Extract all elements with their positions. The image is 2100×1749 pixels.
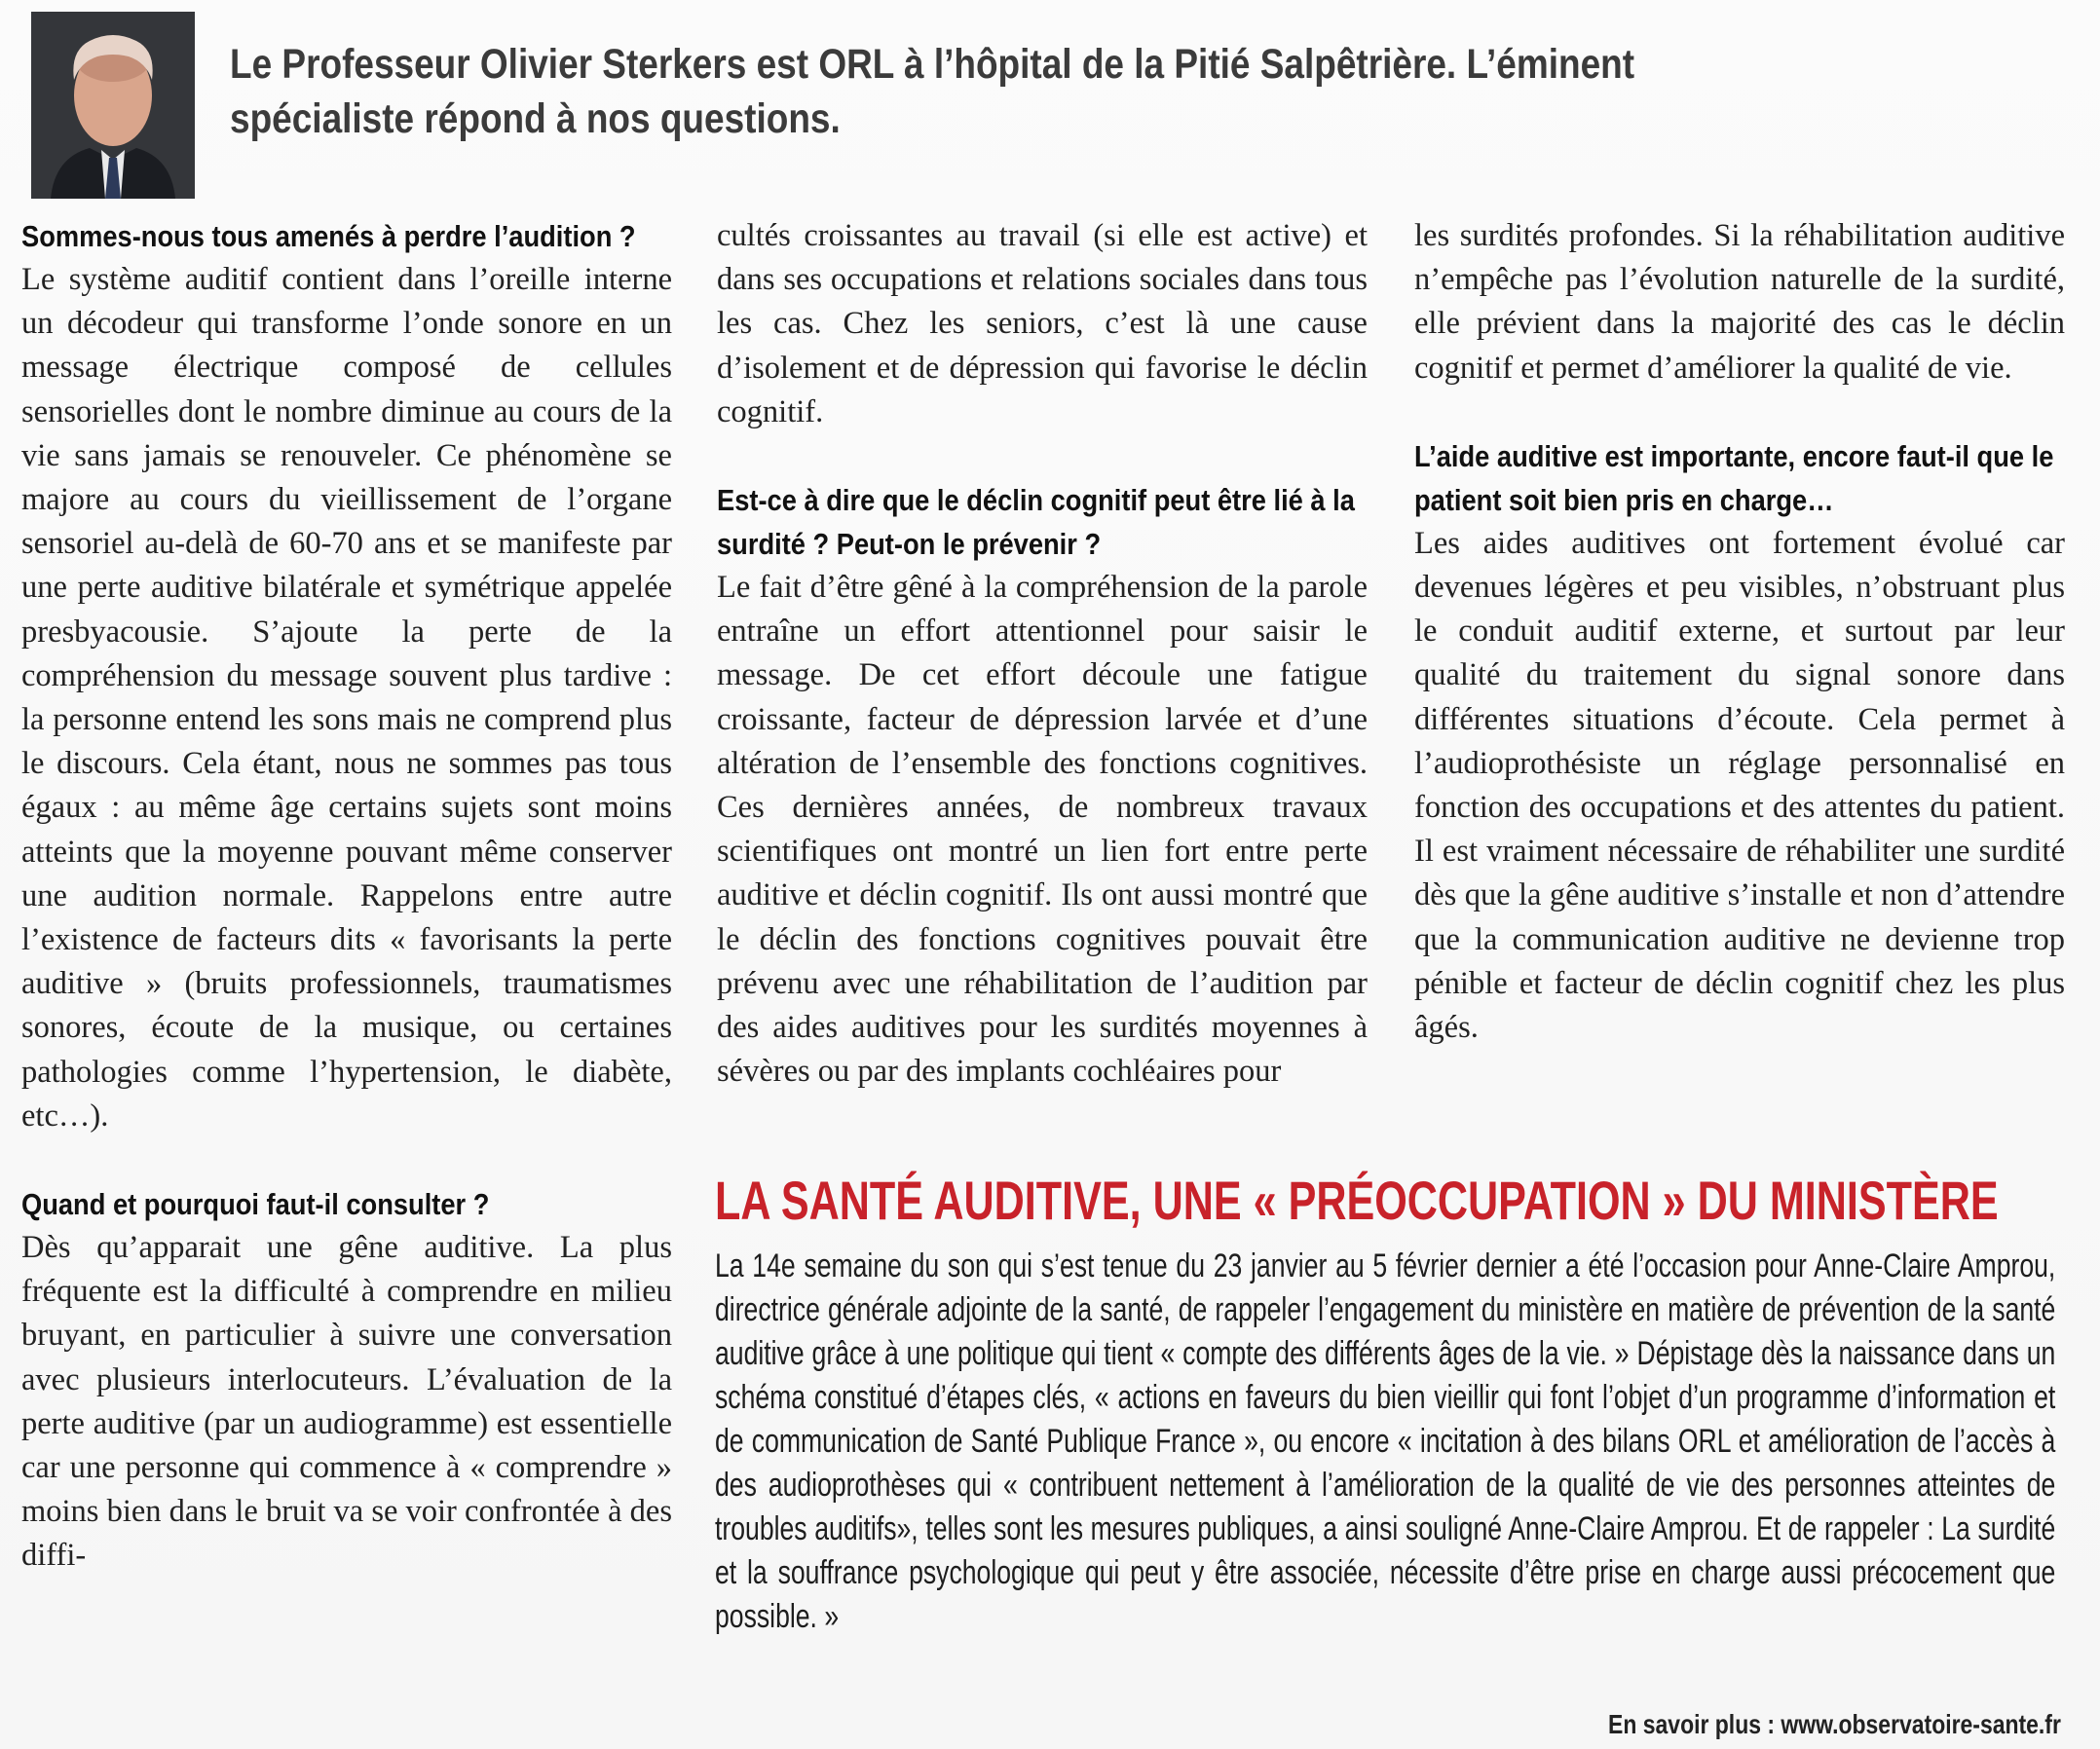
answer-paragraph: les surdités profondes. Si la réhabilitation auditive n’empêche pas l’évolution naturelle de la surdité, elle prévient dans la majorité des cas le déclin cognitif et permet d’améliorer la qualité de vie. <box>1414 218 2065 386</box>
question-heading: Quand et pourquoi faut-il consulter ? <box>21 1187 490 1222</box>
column-3 <box>1414 214 2065 1050</box>
question-heading: Est-ce à dire que le déclin cognitif peut être lié à la surdité ? Peut-on le prévenir ? <box>717 483 1355 562</box>
answer-paragraph: Dès qu’apparait une gêne auditive. La plus fréquente est la difficulté à comprendre en milieu bruyant, en particulier à suivre une conversation avec plusieurs interlocuteurs. L’évaluation de la perte auditive (par un audiogramme) est essentielle car une personne qui commence à « comprendre » moins bien dans le bruit va se voir confrontée à des diffi- <box>21 1230 672 1574</box>
column-1 <box>21 214 672 1579</box>
spacer <box>1414 391 2065 434</box>
source-link[interactable]: En savoir plus : www.observatoire-sante.fr <box>1608 1709 2061 1739</box>
intro-text: Le Professeur Olivier Sterkers est ORL à l’hôpital de la Pitié Salpêtrière. L’éminent spécialiste répond à nos questions. <box>230 41 1635 142</box>
portrait-illustration <box>31 12 195 199</box>
answer-paragraph: Le fait d’être gêné à la compréhension de la parole entraîne un effort attentionnel pour saisir le message. De cet effort découle une fatigue croissante, facteur de dépression larvée et d’une altération de l’ensemble des fonctions cognitives. Ces dernières années, de nombreux travaux scientifiques ont montré un lien fort entre perte auditive et déclin cognitif. Ils ont aussi montré que le déclin des fonctions cognitives pouvait être prévenu avec une réhabilitation de l’audition par des aides auditives pour les surdités moyennes à sévères ou par des implants cochléaires pour <box>717 570 1368 1090</box>
answer-paragraph: Le système auditif contient dans l’oreille interne un décodeur qui transforme l’onde sonore en un message électrique composé de cellules sensorielles dont le nombre diminue au cours de la vie sans jamais se renouveler. Ce phénomène se majore au cours du vieillissement de l’organe sensoriel au-delà de 60-70 ans et se manifeste par une perte auditive bilatérale et symétrique appelée presbyacousie. S’ajoute la perte de la compréhension du message souvent plus tardive : la personne entend les sons mais ne comprend plus le discours. Cela étant, nous ne sommes pas tous égaux : au même âge certains sujets sont moins atteints que la moyenne pouvant même conserver une audition normale. Rappelons entre autre l’existence de facteurs dits « favorisants la perte auditive » (bruits professionnels, traumatismes sonores, écoute de la musique, ou certaines pathologies comme l’hypertension, le diabète, etc…). <box>21 262 672 1134</box>
spacer <box>717 434 1368 478</box>
answer-paragraph: Les aides auditives ont fortement évolué car devenues légères et peu visibles, n’obstruant plus le conduit auditif externe, et surtout par leur qualité du traitement du signal sonore dans différentes situations d’écoute. Cela permet à l’audioprothésiste un réglage personnalisé en fonction des occupations et des attentes du patient. Il est vraiment nécessaire de réhabiliter une surdité dès que la gêne auditive s’installe et non d’attendre que la communication auditive ne devienne trop pénible et facteur de déclin cognitif chez les plus âgés. <box>1414 525 2065 1046</box>
section-title: LA SANTÉ AUDITIVE, UNE « PRÉOCCUPATION » DU MINISTÈRE <box>715 1170 1999 1231</box>
question-heading: Sommes-nous tous amenés à perdre l’audition ? <box>21 219 636 253</box>
question-heading: L’aide auditive est importante, encore faut-il que le patient soit bien pris en charge… <box>1414 438 2054 517</box>
column-2 <box>717 214 1368 1094</box>
answer-paragraph: cultés croissantes au travail (si elle est active) et dans ses occupations et relations sociales dans tous les cas. Chez les seniors, c’est là une cause d’isolement et de dépression qui favorise le déclin cognitif. <box>717 218 1368 429</box>
portrait-photo <box>31 12 195 199</box>
spacer <box>21 1138 672 1182</box>
section-body: La 14e semaine du son qui s’est tenue du 23 janvier au 5 février dernier a été l’occasion pour Anne-Claire Amprou, directrice générale adjointe de la santé, de rappeler l’engagement du ministère en matière de prévention de la santé auditive grâce à une politique qui tient « compte des différents âges de la vie. » Dépistage dès la naissance dans un schéma constitué d’étapes clés, « actions en faveurs du bien vieillir qui font l’objet d’un programme d’information et de communication de Santé Publique France », ou encore « incitation à des bilans ORL et amélioration de l’accès à des audioprothèses qui « contribuent nettement à l’amélioration de la qualité de vie des personnes atteintes de troubles auditifs», telles sont les mesures publiques, a ainsi souligné Anne-Claire Amprou. Et de rappeler : La surdité et la souffrance psychologique qui peut y être associée, nécessite d’être prise en charge aussi précocement que possible. » <box>715 1247 2056 1635</box>
